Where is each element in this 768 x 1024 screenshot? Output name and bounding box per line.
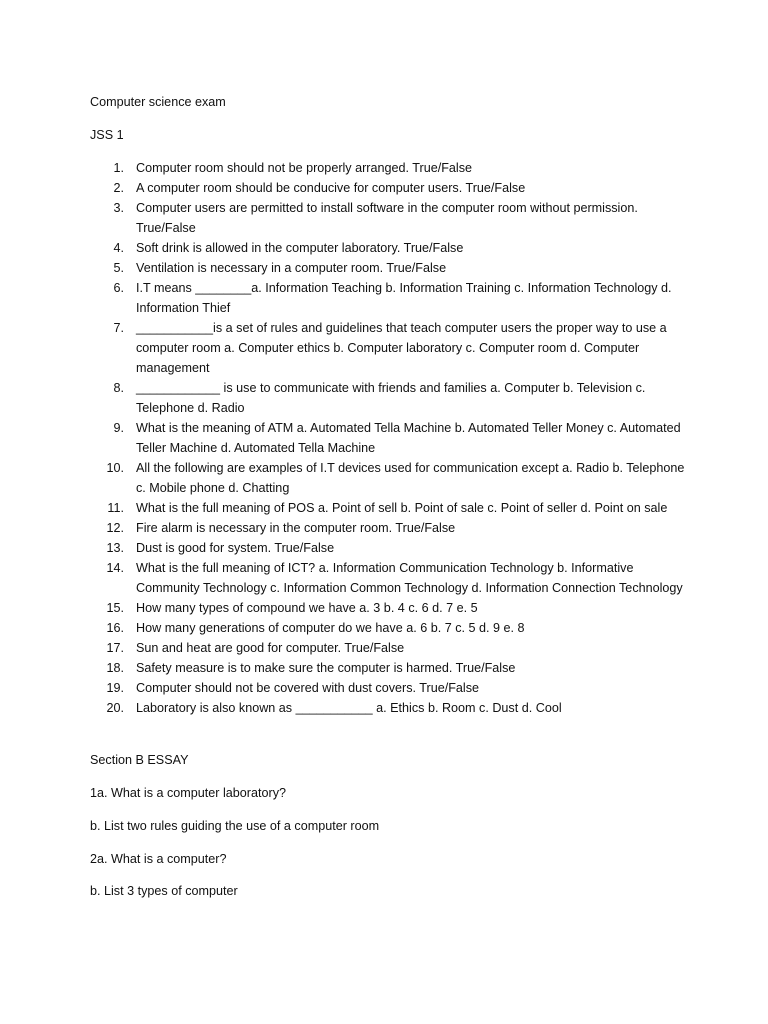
question-item (0, 678, 768, 698)
question-item (0, 498, 768, 518)
question-number: 13. (106, 541, 124, 555)
question-text: Soft drink is allowed in the computer laboratory. True/False (136, 241, 464, 255)
question-item (0, 558, 768, 598)
question-number: 10. (106, 461, 124, 475)
question-number: 14. (106, 561, 124, 575)
question-item (0, 658, 768, 678)
question-text: What is the full meaning of POS a. Point of sell b. Point of sale c. Point of seller d. Point on sale (136, 501, 668, 515)
question-number: 18. (106, 661, 124, 675)
question-item (0, 698, 768, 718)
question-text: How many types of compound we have a. 3 b. 4 c. 6 d. 7 e. 5 (136, 601, 478, 615)
question-text: Safety measure is to make sure the computer is harmed. True/False (136, 661, 516, 675)
question-number: 19. (106, 681, 124, 695)
essay-question-1b: b. List two rules guiding the use of a computer room (90, 819, 380, 833)
question-text: ____________ is use to communicate with friends and families a. Computer b. Television c. Telephone d. Radio (136, 381, 646, 415)
question-number: 7. (113, 321, 124, 335)
question-text: A computer room should be conducive for computer users. True/False (136, 181, 526, 195)
question-number: 20. (106, 701, 124, 715)
question-list (0, 158, 768, 718)
question-item (0, 418, 768, 458)
section-b-heading: Section B ESSAY (90, 753, 189, 767)
question-number: 17. (106, 641, 124, 655)
question-item (0, 278, 768, 318)
question-text: Laboratory is also known as ___________ a. Ethics b. Room c. Dust d. Cool (136, 701, 562, 715)
essay-question-1a: 1a. What is a computer laboratory? (90, 786, 286, 800)
question-item (0, 378, 768, 418)
question-number: 4. (113, 241, 124, 255)
question-item (0, 258, 768, 278)
question-item (0, 318, 768, 378)
question-number: 8. (113, 381, 124, 395)
question-text: Ventilation is necessary in a computer room. True/False (136, 261, 447, 275)
question-item (0, 178, 768, 198)
class-label: JSS 1 (90, 128, 124, 142)
question-text: Computer room should not be properly arranged. True/False (136, 161, 473, 175)
question-number: 16. (106, 621, 124, 635)
question-number: 3. (113, 201, 124, 215)
question-number: 5. (113, 261, 124, 275)
question-text: I.T means ________a. Information Teaching b. Information Training c. Information Technology d. Information Thief (136, 281, 672, 315)
question-text: Computer should not be covered with dust covers. True/False (136, 681, 480, 695)
question-item (0, 238, 768, 258)
question-text: Fire alarm is necessary in the computer room. True/False (136, 521, 456, 535)
question-text: All the following are examples of I.T devices used for communication except a. Radio b. Telephone c. Mobile phone d. Chatting (136, 461, 685, 495)
question-number: 12. (106, 521, 124, 535)
question-number: 6. (113, 281, 124, 295)
essay-question-2a: 2a. What is a computer? (90, 852, 227, 866)
question-item (0, 458, 768, 498)
question-item (0, 518, 768, 538)
question-item (0, 538, 768, 558)
question-item (0, 158, 768, 178)
question-text: Dust is good for system. True/False (136, 541, 335, 555)
question-item (0, 598, 768, 618)
question-text: What is the full meaning of ICT? a. Information Communication Technology b. Informative Community Technology c. Information Common Technology d. Information Connection Technology (136, 561, 683, 595)
question-text: What is the meaning of ATM a. Automated Tella Machine b. Automated Teller Money c. Automated Teller Machine d. Automated Tella Machine (136, 421, 681, 455)
question-item (0, 638, 768, 658)
exam-title: Computer science exam (90, 95, 226, 109)
question-text: ___________is a set of rules and guidelines that teach computer users the proper way to use a computer room a. Computer ethics b. Computer laboratory c. Computer room d. Computer management (136, 321, 667, 375)
question-text: Sun and heat are good for computer. True/False (136, 641, 405, 655)
question-item (0, 618, 768, 638)
question-number: 2. (113, 181, 124, 195)
question-number: 11. (107, 501, 124, 515)
question-text: How many generations of computer do we have a. 6 b. 7 c. 5 d. 9 e. 8 (136, 621, 525, 635)
question-number: 1. (113, 161, 124, 175)
question-number: 15. (106, 601, 124, 615)
essay-question-2b: b. List 3 types of computer (90, 884, 238, 898)
question-text: Computer users are permitted to install software in the computer room without permission. True/False (136, 201, 638, 235)
question-item (0, 198, 768, 238)
question-number: 9. (113, 421, 124, 435)
